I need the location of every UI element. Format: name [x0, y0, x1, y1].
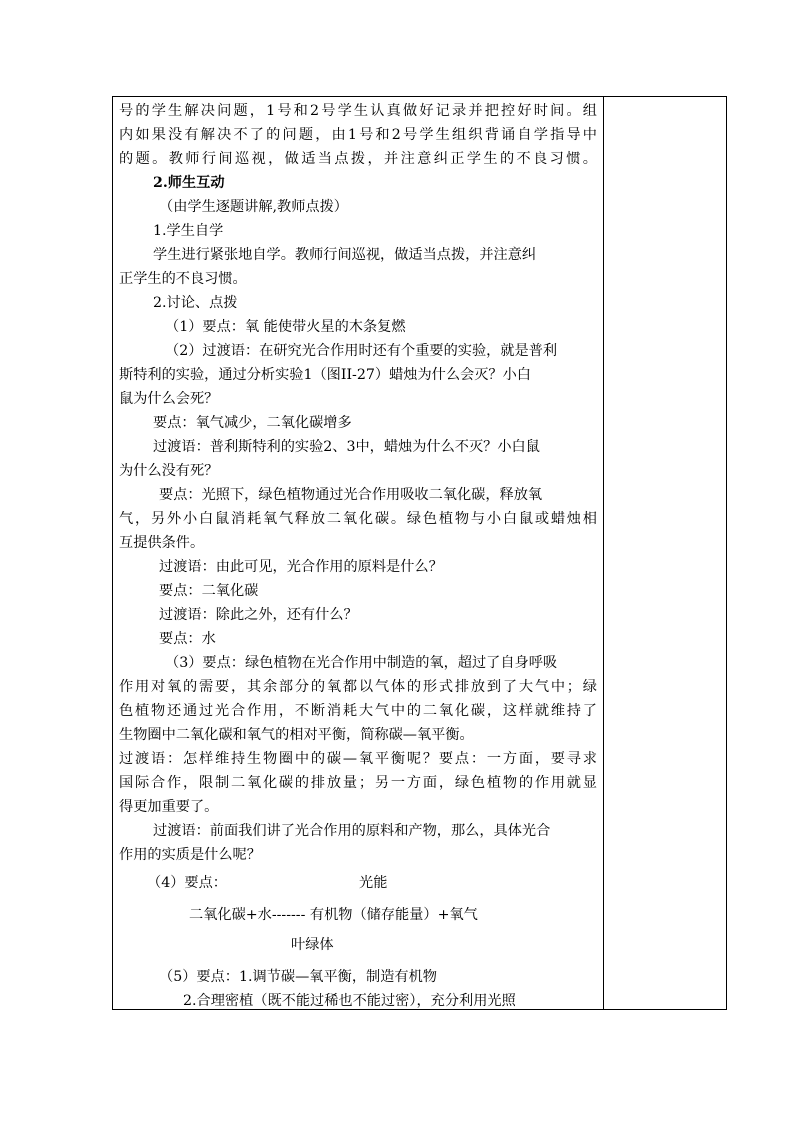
text-line: 要点：氧气减少，二氧化碳增多 — [153, 415, 352, 431]
text-line: 鼠为什么会死？ — [119, 391, 219, 407]
text-line: 作用的实质是什么呢？ — [119, 847, 261, 863]
text-line: 斯特利的实验，通过分析实验1（图II-27）蜡烛为什么会灭？小白 — [119, 367, 531, 383]
text-line: 号的学生解决问题，1号和2号学生认真做好记录并把控好时间。组 — [119, 103, 597, 119]
text-line: 2.师生互动 — [153, 175, 225, 191]
text-line: 要点：二氧化碳 — [159, 583, 259, 599]
text-line: 过渡语：前面我们讲了光合作用的原料和产物，那么，具体光合 — [153, 823, 551, 839]
text-line: 国际合作，限制二氧化碳的排放量；另一方面，绿色植物的作用就显 — [119, 775, 597, 791]
text-line: 为什么没有死？ — [119, 463, 219, 479]
text-line: 过渡语：怎样维持生物圈中的碳—氧平衡呢？要点：一方面，要寻求 — [119, 751, 597, 767]
text-line: 过渡语：除此之外，还有什么？ — [159, 607, 358, 623]
text-line: 正学生的不良习惯。 — [119, 271, 247, 287]
text-line: 光能 — [359, 875, 388, 891]
lesson-table — [112, 96, 727, 1010]
text-line: 二氧化碳+水------- 有机物（储存能量）+氧气 — [189, 907, 478, 923]
text-line: （5）要点：1.调节碳—氧平衡，制造有机物 — [159, 969, 437, 985]
text-line: 过渡语：普利斯特利的实验2、3中，蜡烛为什么不灭？小白鼠 — [153, 439, 540, 455]
text-line: 互提供条件。 — [119, 535, 205, 551]
text-line: 2.合理密植（既不能过稀也不能过密），充分利用光照 — [183, 993, 516, 1009]
text-line: 过渡语：由此可见，光合作用的原料是什么？ — [159, 559, 443, 575]
text-line: 叶绿体 — [291, 937, 334, 953]
text-line: 生物圈中二氧化碳和氧气的相对平衡，简称碳—氧平衡。 — [119, 727, 474, 743]
text-line: （由学生逐题讲解,教师点拨） — [159, 199, 348, 215]
text-line: （1）要点：氧 能使带火星的木条复燃 — [165, 319, 406, 335]
text-line: 学生进行紧张地自学。教师行间巡视，做适当点拨，并注意纠 — [153, 247, 537, 263]
text-line: 要点：光照下，绿色植物通过光合作用吸收二氧化碳，释放氧 — [159, 487, 543, 503]
text-line: 内如果没有解决不了的问题，由1号和2号学生组织背诵自学指导中 — [119, 127, 597, 143]
text-line: 要点：水 — [159, 631, 216, 647]
text-line: （4）要点： — [147, 875, 227, 891]
text-line: （2）过渡语：在研究光合作用时还有个重要的实验，就是普利 — [165, 343, 558, 359]
column-divider — [603, 97, 604, 1009]
text-line: 色植物还通过光合作用，不断消耗大气中的二氧化碳，这样就维持了 — [119, 703, 597, 719]
text-line: 得更加重要了。 — [119, 799, 219, 815]
text-line: 作用对氧的需要，其余部分的氧都以气体的形式排放到了大气中；绿 — [119, 679, 597, 695]
text-line: 的题。教师行间巡视，做适当点拨，并注意纠正学生的不良习惯。 — [119, 151, 597, 167]
text-line: 2.讨论、点拨 — [153, 295, 238, 311]
text-line: 1.学生自学 — [153, 223, 224, 239]
text-line: （3）要点：绿色植物在光合作用中制造的氧，超过了自身呼吸 — [165, 655, 558, 671]
text-line: 气，另外小白鼠消耗氧气释放二氧化碳。绿色植物与小白鼠或蜡烛相 — [119, 511, 597, 527]
